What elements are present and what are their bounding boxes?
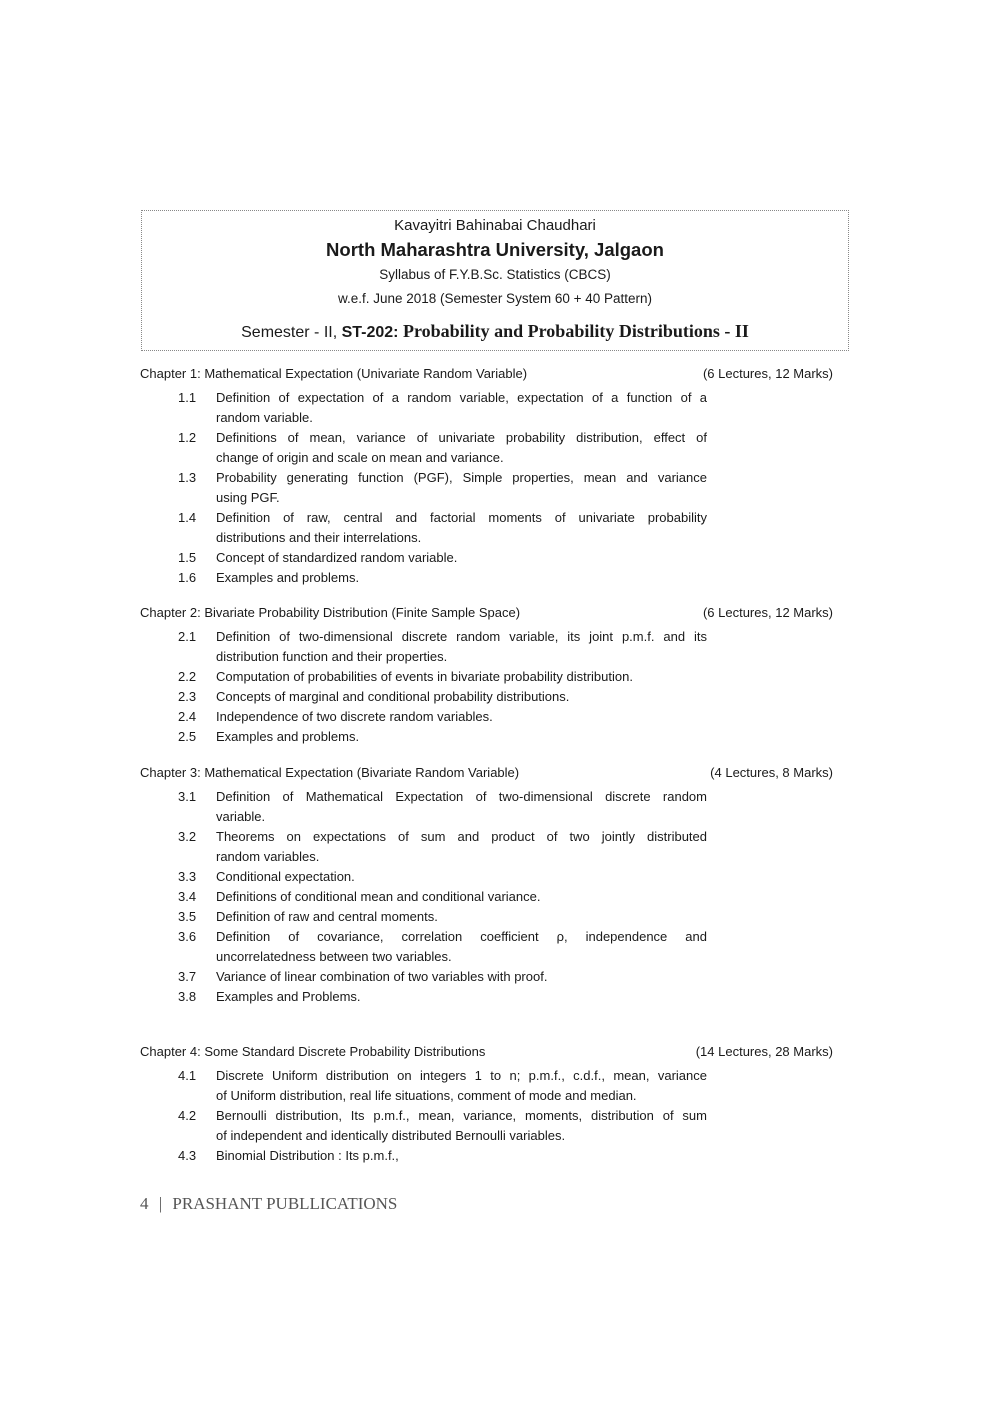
- course-heading: [142, 321, 848, 342]
- chapter-heading: [140, 763, 833, 783]
- item-number: 2.2: [178, 669, 197, 684]
- chapter-section: [140, 763, 833, 1007]
- item-text-line: Definition of expectation of a random variable, expectation of a function of a: [216, 390, 707, 405]
- university-prefix: Kavayitri Bahinabai Chaudhari: [394, 217, 596, 234]
- item-text-line: Definition of covariance, correlation coefficient ρ, independence and: [216, 929, 707, 944]
- course-code: ST-202:: [341, 324, 403, 341]
- item-text-line: Theorems on expectations of sum and product of two jointly distributed: [216, 829, 707, 844]
- syllabus-item: [140, 887, 833, 907]
- item-text-line: random variable.: [216, 410, 313, 425]
- syllabus-item: [140, 548, 833, 568]
- syllabus-item: [140, 428, 833, 468]
- item-number: 3.2: [178, 829, 197, 844]
- item-text-line: Bernoulli distribution, Its p.m.f., mean, variance, moments, distribution of sum: [216, 1108, 707, 1123]
- item-text-line: Definition of raw and central moments.: [216, 909, 438, 924]
- item-number: 1.2: [178, 430, 197, 445]
- item-text-line: Probability generating function (PGF), Simple properties, mean and variance: [216, 470, 707, 485]
- item-text-line: Examples and Problems.: [216, 989, 361, 1004]
- item-text-line: Discrete Uniform distribution on integers 1 to n; p.m.f., c.d.f., mean, variance: [216, 1068, 707, 1083]
- item-text-line: Definition of raw, central and factorial moments of univariate probability: [216, 510, 707, 525]
- item-text-line: distribution function and their properties.: [216, 649, 448, 664]
- chapter-title: Chapter 3: Mathematical Expectation (Bivariate Random Variable): [140, 765, 520, 780]
- syllabus-item: [140, 508, 833, 548]
- item-number: 1.5: [178, 550, 197, 565]
- syllabus-item: [140, 727, 833, 747]
- publisher-name: PRASHANT PUBLLICATIONS: [172, 1194, 398, 1213]
- syllabus-item: [140, 627, 833, 667]
- course-title: Probability and Probability Distributions - II: [402, 321, 749, 341]
- item-text-line: Concept of standardized random variable.: [216, 550, 458, 565]
- syllabus-header-box: [141, 210, 849, 351]
- item-number: 4.1: [178, 1068, 197, 1083]
- item-number: 3.8: [178, 989, 197, 1004]
- item-number: 1.3: [178, 470, 197, 485]
- item-number: 2.1: [178, 629, 197, 644]
- item-text-line: Examples and problems.: [216, 729, 360, 744]
- item-number: 2.3: [178, 689, 197, 704]
- chapter-heading: [140, 603, 833, 623]
- item-number: 3.7: [178, 969, 197, 984]
- syllabus-item: [140, 667, 833, 687]
- chapter-section: [140, 603, 833, 747]
- item-text-line: Definitions of conditional mean and conditional variance.: [216, 889, 541, 904]
- chapter-section: [140, 364, 833, 588]
- chapter-marks: (4 Lectures, 8 Marks): [710, 765, 833, 780]
- chapter-title: Chapter 1: Mathematical Expectation (Univariate Random Variable): [140, 366, 528, 381]
- item-text-line: of Uniform distribution, real life situations, comment of mode and median.: [216, 1088, 637, 1103]
- university-name: North Maharashtra University, Jalgaon: [326, 239, 664, 260]
- chapter-title: Chapter 4: Some Standard Discrete Probability Distributions: [140, 1044, 486, 1059]
- item-text-line: Examples and problems.: [216, 570, 360, 585]
- syllabus-item: [140, 1066, 833, 1106]
- chapter-heading: [140, 1042, 833, 1062]
- item-text-line: Conditional expectation.: [216, 869, 355, 884]
- item-text-line: Definition of Mathematical Expectation of two-dimensional discrete random: [216, 789, 707, 804]
- item-number: 1.1: [178, 390, 197, 405]
- footer-separator: |: [158, 1194, 163, 1213]
- effective-date: w.e.f. June 2018 (Semester System 60 + 40 Pattern): [337, 291, 653, 306]
- item-number: 1.6: [178, 570, 197, 585]
- item-text-line: Definition of two-dimensional discrete random variable, its joint p.m.f. and its: [216, 629, 707, 644]
- syllabus-item: [140, 388, 833, 428]
- item-number: 3.5: [178, 909, 197, 924]
- item-text-line: of independent and identically distributed Bernoulli variables.: [216, 1128, 566, 1143]
- chapter-marks: (6 Lectures, 12 Marks): [702, 366, 833, 381]
- syllabus-item: [140, 687, 833, 707]
- syllabus-item: [140, 1106, 833, 1146]
- item-text-line: variable.: [216, 809, 266, 824]
- item-text-line: Independence of two discrete random variables.: [216, 709, 493, 724]
- page-footer: [140, 1194, 397, 1214]
- chapter-marks: (6 Lectures, 12 Marks): [702, 605, 833, 620]
- syllabus-item: [140, 827, 833, 867]
- item-number: 3.4: [178, 889, 197, 904]
- chapter-section: [140, 1042, 833, 1166]
- item-number: 3.3: [178, 869, 197, 884]
- syllabus-item: [140, 927, 833, 967]
- syllabus-item: [140, 907, 833, 927]
- item-number: 3.1: [178, 789, 197, 804]
- item-text-line: distributions and their interrelations.: [216, 530, 422, 545]
- syllabus-item: [140, 1146, 833, 1166]
- syllabus-item: [140, 787, 833, 827]
- chapter-marks: (14 Lectures, 28 Marks): [695, 1044, 833, 1059]
- syllabus-item: [140, 967, 833, 987]
- item-text-line: Binomial Distribution : Its p.m.f.,: [216, 1148, 399, 1163]
- syllabus-item: [140, 987, 833, 1007]
- syllabus-item: [140, 468, 833, 508]
- syllabus-item: [140, 707, 833, 727]
- item-text-line: change of origin and scale on mean and variance.: [216, 450, 504, 465]
- item-text-line: Concepts of marginal and conditional probability distributions.: [216, 689, 570, 704]
- semester-label: Semester - II,: [241, 324, 342, 341]
- chapter-heading: [140, 364, 833, 384]
- item-number: 1.4: [178, 510, 197, 525]
- item-text-line: random variables.: [216, 849, 320, 864]
- item-text-line: using PGF.: [216, 490, 280, 505]
- item-number: 4.2: [178, 1108, 197, 1123]
- item-number: 2.4: [178, 709, 197, 724]
- item-text-line: Definitions of mean, variance of univariate probability distribution, effect of: [216, 430, 707, 445]
- item-text-line: uncorrelatedness between two variables.: [216, 949, 452, 964]
- item-number: 4.3: [178, 1148, 197, 1163]
- page-number: 4: [140, 1194, 149, 1213]
- syllabus-item: [140, 867, 833, 887]
- item-number: 2.5: [178, 729, 197, 744]
- item-text-line: Variance of linear combination of two variables with proof.: [216, 969, 548, 984]
- syllabus-title: Syllabus of F.Y.B.Sc. Statistics (CBCS): [379, 267, 611, 282]
- syllabus-item: [140, 568, 833, 588]
- chapter-title: Chapter 2: Bivariate Probability Distribution (Finite Sample Space): [140, 605, 521, 620]
- item-number: 3.6: [178, 929, 197, 944]
- item-text-line: Computation of probabilities of events in bivariate probability distribution.: [216, 669, 633, 684]
